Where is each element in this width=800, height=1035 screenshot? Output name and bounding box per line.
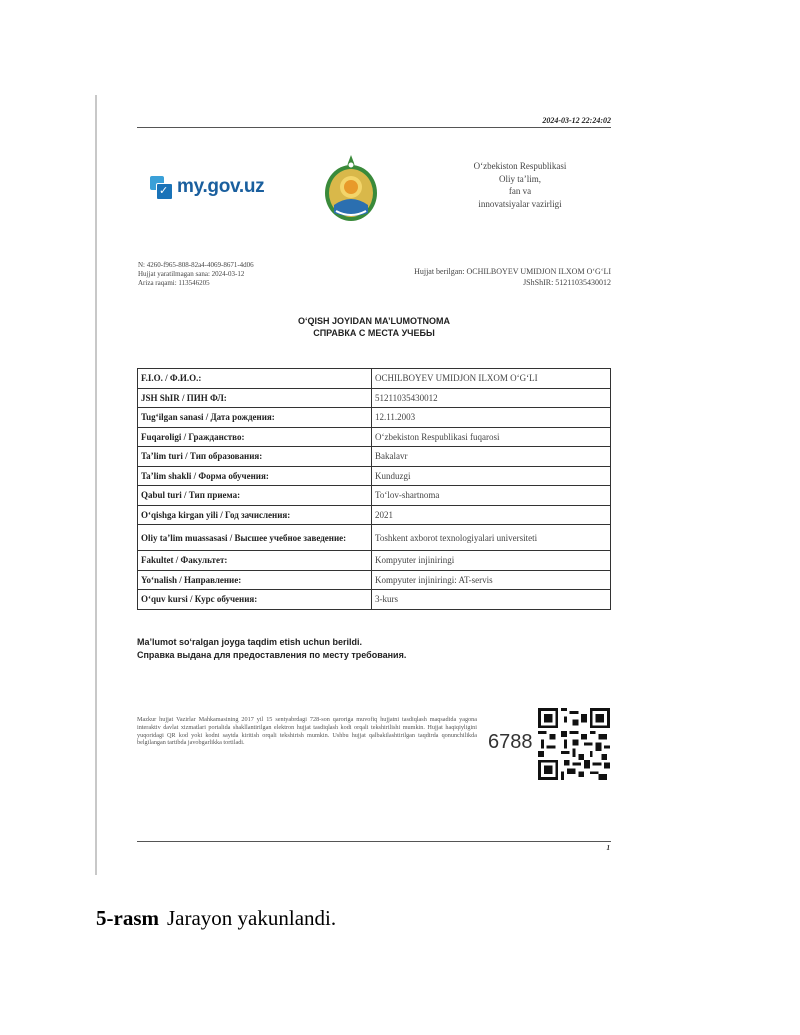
verification-code: 6788 (488, 731, 533, 753)
row-value: 12.11.2003 (372, 408, 611, 428)
row-label: Oliy ta’lim muassasasi / Высшее учебное заведение: (138, 525, 372, 551)
table-row (138, 447, 611, 467)
portal-logo-text: my.gov.uz (177, 176, 265, 197)
table-row (138, 505, 611, 525)
table-row (138, 388, 611, 408)
row-value: Kompyuter injiniringi: AT-servis (372, 570, 611, 590)
footer-divider (137, 841, 611, 842)
issue-date: Hujjat yaratilmagan sana: 2024-03-12 (138, 270, 245, 278)
purpose-note (137, 636, 406, 662)
row-value: To‘lov-shartnoma (372, 486, 611, 506)
table-row (138, 590, 611, 610)
recipient-name: Hujjat berilgan: OCHILBOYEV UMIDJON ILXOM O‘G‘LI (414, 267, 611, 276)
row-label: Yo‘nalish / Направление: (138, 570, 372, 590)
portal-logo-icon: ✓ (150, 176, 172, 198)
row-label: Ta’lim shakli / Форма обучения: (138, 466, 372, 486)
caption-label: 5-rasm (96, 906, 159, 930)
document-title (137, 315, 611, 339)
page-number: 1 (606, 844, 610, 852)
student-info-table (137, 368, 611, 610)
table-row (138, 408, 611, 428)
agency-line: fan va (508, 186, 532, 196)
row-value: Kompyuter injiniringi (372, 551, 611, 571)
document-timestamp: 2024-03-12 22:24:02 (542, 116, 611, 125)
table-row (138, 486, 611, 506)
document-meta (138, 261, 254, 288)
row-label: O‘quv kursi / Курс обучения: (138, 590, 372, 610)
title-uz: O‘QISH JOYIDAN MA’LUMOTNOMA (297, 316, 450, 326)
row-label: Qabul turi / Тип приема: (138, 486, 372, 506)
table-row (138, 466, 611, 486)
table-row (138, 570, 611, 590)
row-label: F.I.O. / Ф.И.О.: (138, 369, 372, 389)
legal-notice: Mazkur hujjat Vazirlar Mahkamasining 2017 yil 15 sentyabrdagi 728-son qaroriga muvofiq hujjatni tasdiqlash maqsadida yagona interaktiv davlat xizmatlari portalida shakllantirilgan elektron hujjat tasdiqlash kodi orqali tekshirilishi mumkin. Hujjat haqiqiyligini yuqoridagi QR kod yoki kodni saytda kiritish orqali tekshirish mumkin. Ushbu hujjat qalbakilashtirilgan taqdirda qonunchilikda belgilangan tartibda javobgarlikka tortiladi. (137, 716, 477, 747)
row-value: OCHILBOYEV UMIDJON ILXOM O‘G‘LI (372, 369, 611, 389)
row-value: 3-kurs (372, 590, 611, 610)
row-value: O‘zbekiston Respublikasi fuqarosi (372, 427, 611, 447)
agency-line: Oliy ta’lim, (499, 173, 541, 184)
row-value: Kunduzgi (372, 466, 611, 486)
page-border-line (95, 95, 97, 875)
row-label: Ta’lim turi / Тип образования: (138, 447, 372, 467)
row-label: O‘qishga kirgan yili / Год зачисления: (138, 505, 372, 525)
portal-logo (150, 176, 264, 198)
document-id: N: 4260-f965-808-82a4-4069-8671-4d06 (138, 261, 254, 269)
row-label: JSH ShIR / ПИН ФЛ: (138, 388, 372, 408)
issuing-agency (455, 160, 585, 210)
state-emblem-icon (322, 153, 380, 225)
recipient-info (414, 266, 611, 288)
table-row (138, 427, 611, 447)
table-row (138, 369, 611, 389)
row-value: Bakalavr (372, 447, 611, 467)
request-number: Ariza raqami: 113546205 (138, 279, 210, 287)
note-ru: Справка выдана для предоставления по месту требования. (137, 650, 407, 660)
row-label: Tug‘ilgan sanasi / Дата рождения: (138, 408, 372, 428)
note-uz: Ma’lumot so‘ralgan joyga taqdim etish uchun berildi. (137, 637, 363, 647)
row-label: Fakultet / Факультет: (138, 551, 372, 571)
row-value: Toshkent axborot texnologiyalari universiteti (372, 525, 611, 551)
figure-caption (96, 906, 336, 931)
title-ru: СПРАВКА С МЕСТА УЧЕБЫ (313, 328, 435, 338)
table-row (138, 551, 611, 571)
caption-text: Jarayon yakunlandi. (166, 906, 337, 930)
agency-line: O‘zbekiston Respublikasi (473, 161, 567, 171)
table-row (138, 525, 611, 551)
header-divider (137, 127, 611, 128)
agency-line: innovatsiyalar vazirligi (478, 198, 562, 209)
row-value: 2021 (372, 505, 611, 525)
qr-code-icon (538, 708, 610, 780)
row-label: Fuqaroligi / Гражданство: (138, 427, 372, 447)
row-value: 51211035430012 (372, 388, 611, 408)
recipient-pin: JShShIR: 51211035430012 (523, 278, 611, 287)
